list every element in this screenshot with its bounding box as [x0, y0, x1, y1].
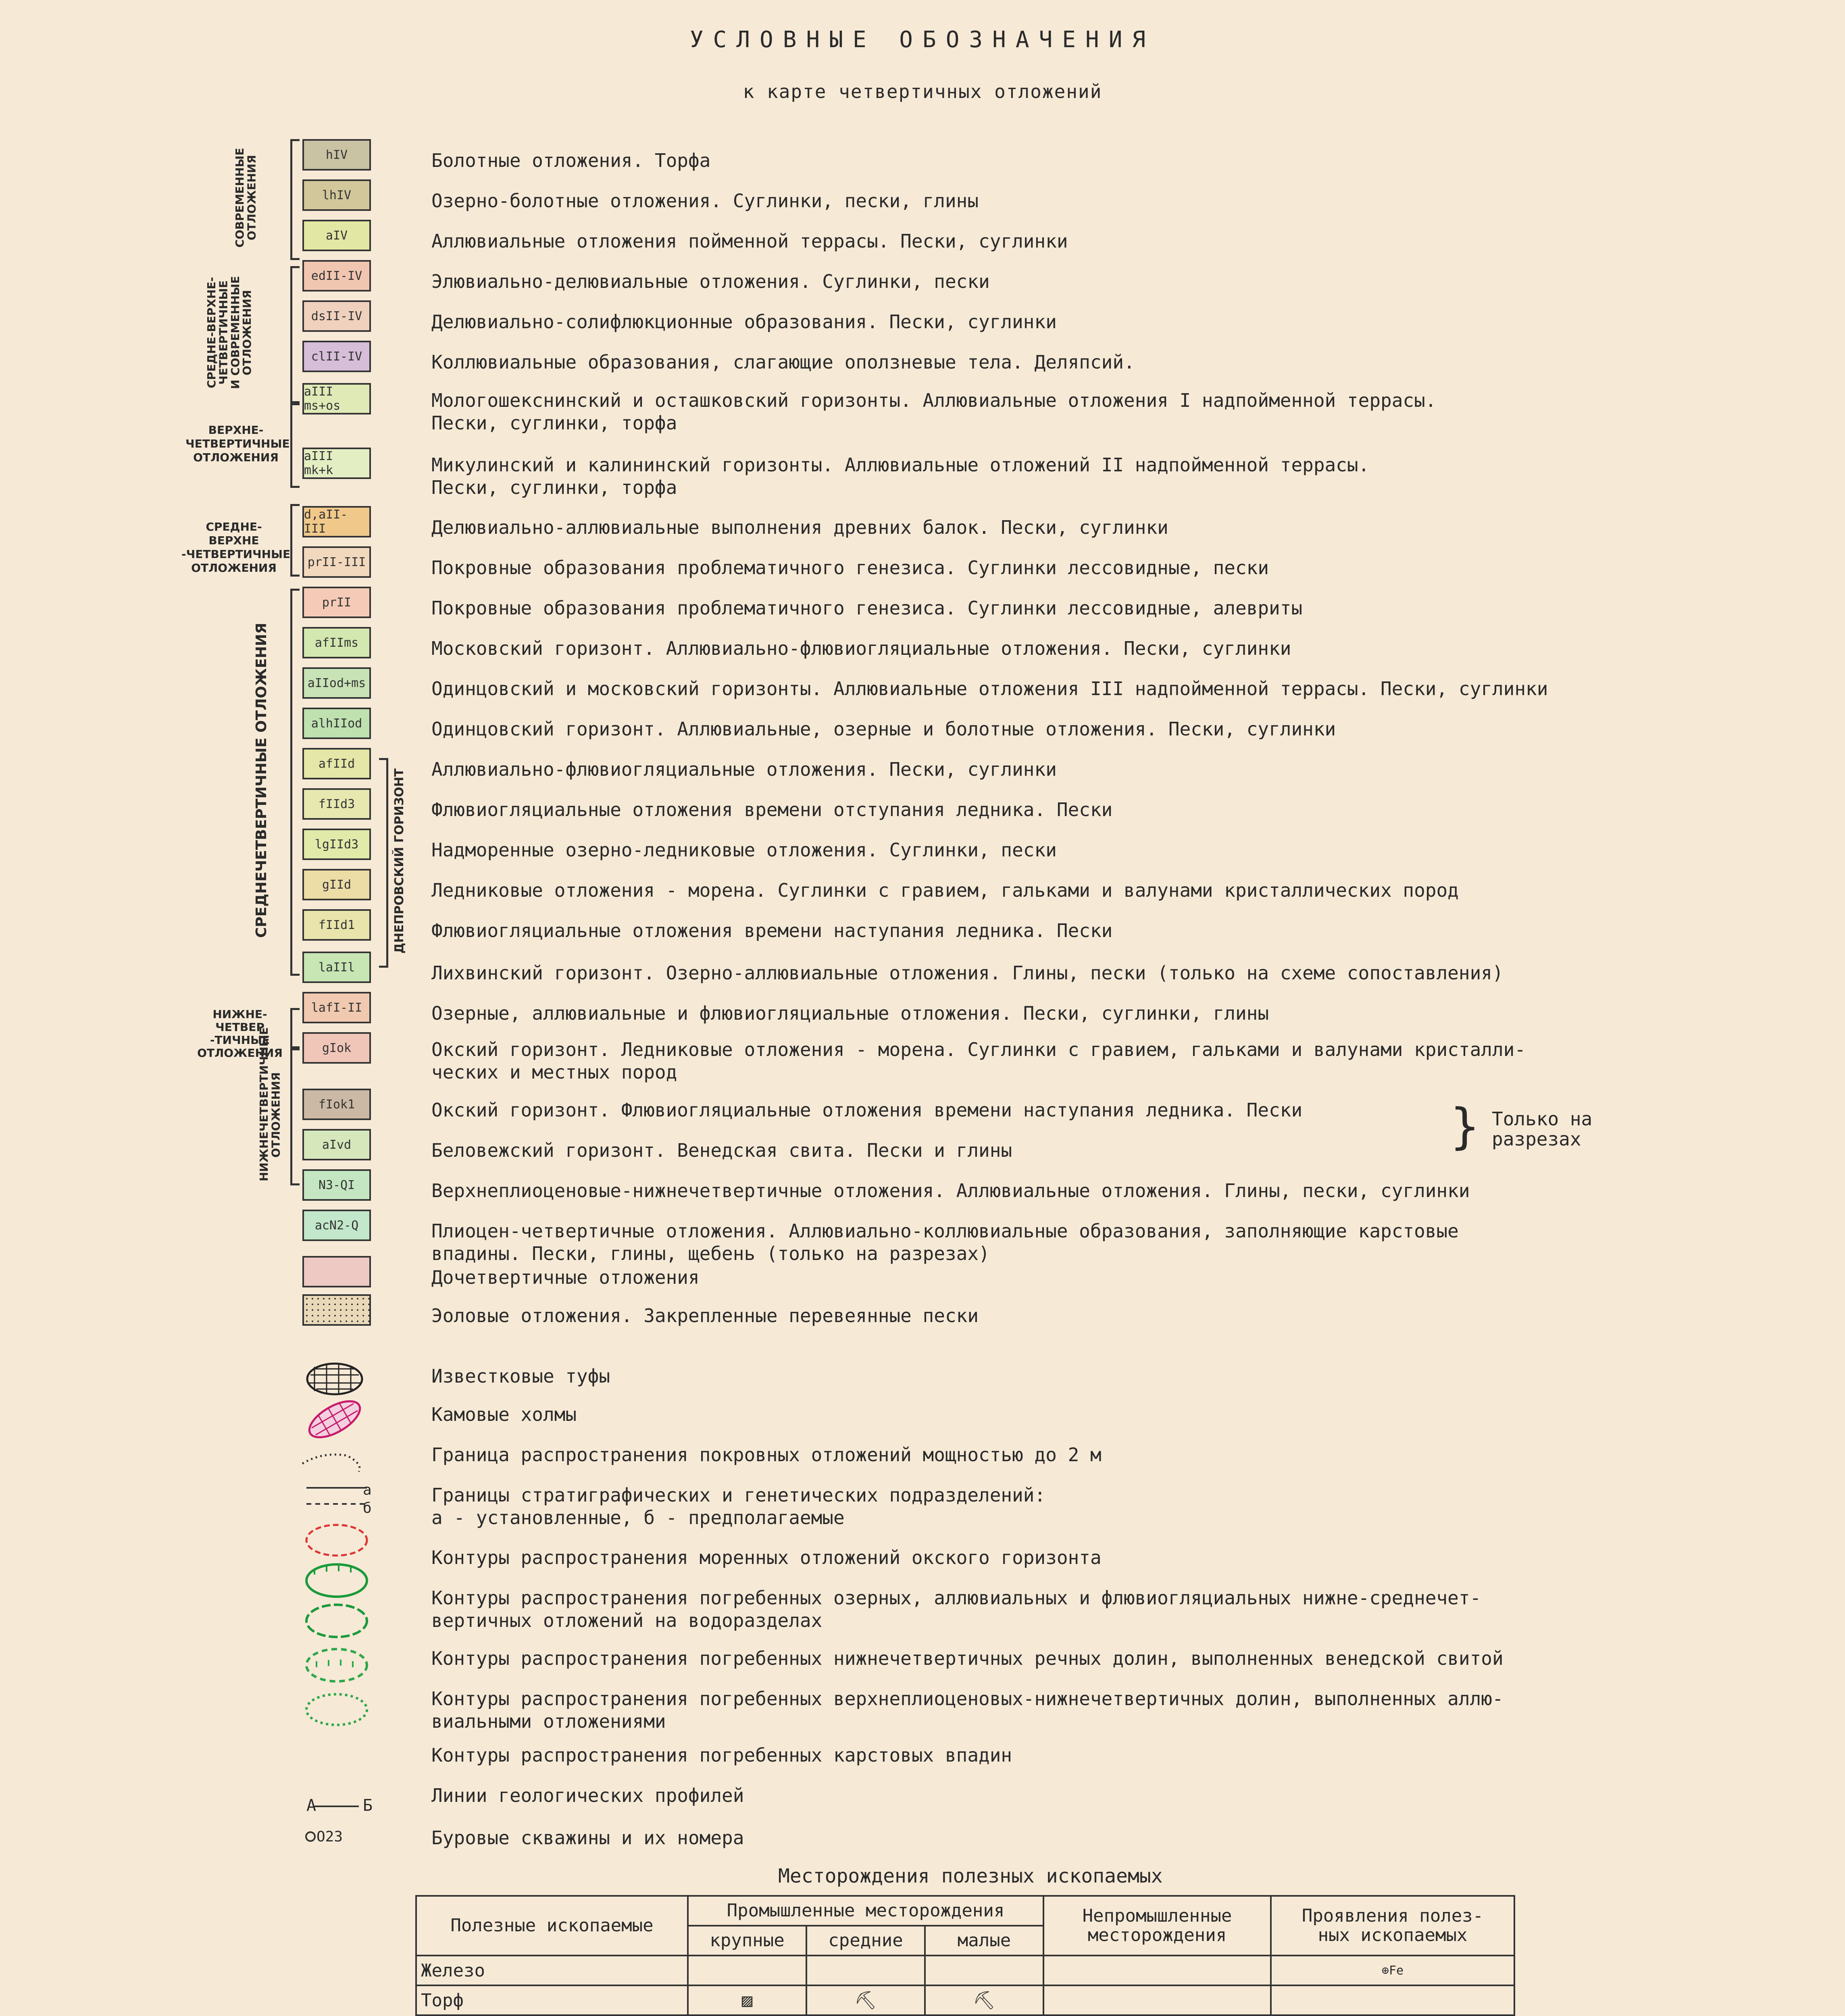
legend-swatch: afIId [302, 748, 371, 779]
header-small: малые [925, 1926, 1043, 1956]
legend-text: Делювиально-солифлюкционные образования. Пески, суглинки [431, 311, 1057, 333]
deposit-symbol: ▨ [688, 1985, 806, 2015]
table-row [416, 1985, 1514, 2015]
deposit-symbol [925, 1956, 1043, 1985]
legend-swatch: afIIms [302, 627, 371, 658]
legend-text: Мологошекснинский и осташковский горизонты. Аллювиальные отложения I надпойменной террасы. Пески, суглинки, торфа [431, 389, 1437, 434]
legend-text: Покровные образования проблематичного генезиса. Суглинки лессовидные, пески [431, 557, 1269, 579]
header-occurrences: Проявления полез- ных ископаемых [1271, 1896, 1514, 1956]
page-subtitle: к карте четвертичных отложений [743, 81, 1102, 102]
legend-swatch: aIV [302, 220, 371, 251]
group-brace [290, 1048, 300, 1185]
group-brace [290, 266, 300, 403]
legend-text: Окский горизонт. Ледниковые отложения - морена. Суглинки с гравием, гальками и валунами кристалли- ческих и местных пород [431, 1039, 1526, 1083]
legend-text: Покровные образования проблематичного генезиса. Суглинки лессовидные, алевриты [431, 597, 1303, 619]
legend-swatch: prII [302, 587, 371, 618]
header-large: крупные [688, 1926, 806, 1956]
well-symbol [306, 1832, 315, 1841]
deposit-symbol: ⛏ [806, 1985, 925, 2015]
right-brace: } [1449, 1099, 1481, 1155]
legend-swatch: d,aII-III [302, 506, 371, 537]
legend-text: Озерные, аллювиальные и флювиогляциальные отложения. Пески, суглинки, глины [431, 1002, 1269, 1024]
legend-swatch: aIII ms+os [302, 383, 371, 414]
legend-swatch: dsII-IV [302, 300, 371, 332]
legend-swatch: fIId1 [302, 909, 371, 941]
legend-text: Ледниковые отложения - морена. Суглинки с гравием, гальками и валунами кристаллических пород [431, 879, 1459, 901]
legend-swatch: fIok1 [302, 1089, 371, 1120]
deposit-symbol [806, 1956, 925, 1985]
legend-text: Одинцовский и московский горизонты. Аллювиальные отложения III надпойменной террасы. Пески, суглинки [431, 678, 1548, 700]
symbol-text-wells: Буровые скважины и их номера [431, 1827, 744, 1849]
profile-label-a: А [306, 1796, 317, 1815]
legend-swatch [302, 1294, 371, 1326]
deposits-title: Месторождения полезных ископаемых [778, 1865, 1163, 1887]
group-label: НИЖНЕ-ЧЕТВЕР -ТИЧНЫЕ ОТЛОЖЕНИЯ [197, 1008, 283, 1060]
group-brace [290, 1008, 300, 1048]
only-on-sections-note: Только на разрезах [1492, 1108, 1593, 1150]
group-label: СРЕДНЕ-ВЕРХНЕ -ЧЕТВЕРТИЧНЫЕ ОТЛОЖЕНИЯ [181, 520, 291, 575]
legend-text: Флювиогляциальные отложения времени наступания ледника. Пески [431, 920, 1113, 941]
legend-text: Беловежский горизонт. Венедская свита. Пески и глины [431, 1139, 1012, 1161]
legend-text: Московский горизонт. Аллювиально-флювиогляциальные отложения. Пески, суглинки [431, 637, 1291, 659]
symbol-text-cover-boundary: Граница распространения покровных отложений мощностью до 2 м [431, 1444, 1102, 1466]
mineral-name: Торф [416, 1985, 688, 2015]
group-label: СОВРЕМЕННЫЕ ОТЛОЖЕНИЯ [233, 148, 258, 248]
legend-text: Делювиально-аллювиальные выполнения древних балок. Пески, суглинки [431, 516, 1168, 538]
deposit-symbol [688, 1956, 806, 1985]
group-label: ВЕРХНЕ- ЧЕТВЕРТИЧНЫЕ ОТЛОЖЕНИЯ [185, 423, 290, 464]
legend-swatch: N3-QI [302, 1169, 371, 1201]
group-label: СРЕДНЕЧЕТВЕРТИЧНЫЕ ОТЛОЖЕНИЯ [253, 623, 270, 938]
header-industrial: Промышленные месторождения [688, 1896, 1043, 1926]
deposit-symbol [1271, 1985, 1514, 2015]
legend-text: Микулинский и калининский горизонты. Аллювиальные отложений II надпойменной террасы. Пески, суглинки, торфа [431, 454, 1370, 498]
legend-swatch: edII-IV [302, 260, 371, 292]
header-mineral: Полезные ископаемые [416, 1896, 688, 1956]
legend-swatch: lgIId3 [302, 829, 371, 860]
legend-swatch: fIId3 [302, 788, 371, 820]
legend-text: Одинцовский горизонт. Аллювиальные, озерные и болотные отложения. Пески, суглинки [431, 718, 1336, 740]
group-brace [379, 758, 388, 968]
symbol-text-buried-lake-contour: Контуры распространения погребенных озерных, аллювиальных и флювиогляциальных нижне-среднечет- вертичных отложений на водоразделах [431, 1587, 1481, 1631]
symbol-text-buried-valley-contour: Контуры распространения погребенных нижнечетвертичных речных долин, выполненных венедской свитой [431, 1647, 1503, 1669]
legend-swatch: laIIl [302, 952, 371, 983]
deposit-symbol [1043, 1956, 1271, 1985]
legend-text: Болотные отложения. Торфа [431, 150, 711, 171]
cover-boundary-symbol [302, 1455, 360, 1472]
symbol-text-moraine-contour: Контуры распространения моренных отложений окского горизонта [431, 1547, 1102, 1568]
legend-swatch: aIvd [302, 1129, 371, 1160]
strat-boundary-symbol [306, 1488, 367, 1504]
legend-text: Коллювиальные образования, слагающие оползневые тела. Деляпсий. [431, 351, 1135, 373]
deposits-table [415, 1895, 1515, 2016]
legend-text: Дочетвертичные отложения [431, 1266, 700, 1288]
legend-text: Плиоцен-четвертичные отложения. Аллювиально-коллювиальные образования, заполняющие карстовые впадины. Пески, глины, щебень (только на разрезах) [431, 1220, 1459, 1264]
legend-swatch: gIok [302, 1032, 371, 1064]
symbol-label-b: б [363, 1500, 372, 1516]
buried-lake-contour-symbol [306, 1564, 367, 1597]
group-label: СРЕДНЕ-ВЕРХНЕ- ЧЕТВЕРТИЧНЫЕ И СОВРЕМЕННЫЕ ОТЛОЖЕНИЯ [205, 276, 254, 389]
legend-swatch: acN2-Q [302, 1210, 371, 1241]
symbol-text-buried-pliocene-contour: Контуры распространения погребенных верхнеплиоценовых-нижнечетвертичных долин, выполненных аллю- виальными отложениями [431, 1688, 1503, 1732]
legend-text: Аллювиальные отложения пойменной террасы. Пески, суглинки [431, 230, 1068, 252]
legend-text: Элювиально-делювиальные отложения. Суглинки, пески [431, 271, 990, 292]
group-label: НИЖНЕЧЕТВЕРТИЧНЫЕ ОТЛОЖЕНИЯ [257, 1027, 283, 1181]
symbol-text-kame: Камовые холмы [431, 1404, 577, 1425]
group-label: ДНЕПРОВСКИЙ ГОРИЗОНТ [392, 768, 406, 954]
deposit-symbol: ⛏ [925, 1985, 1043, 2015]
symbol-column [298, 1343, 379, 1867]
legend-swatch: clII-IV [302, 341, 371, 372]
legend-text: Окский горизонт. Флювиогляциальные отложения времени наступания ледника. Пески [431, 1099, 1303, 1121]
legend-swatch: prII-III [302, 546, 371, 578]
legend-text: Верхнеплиоценовые-нижнечетвертичные отложения. Аллювиальные отложения. Глины, пески, суглинки [431, 1180, 1470, 1202]
tufa-symbol [307, 1364, 362, 1394]
legend-swatch: gIId [302, 869, 371, 900]
group-brace [290, 139, 300, 260]
legend-swatch: lhIV [302, 179, 371, 211]
symbol-text-profile-line: Линии геологических профилей [431, 1785, 744, 1806]
legend-text: Эоловые отложения. Закрепленные перевеянные пески [431, 1305, 979, 1327]
legend-swatch: lafI-II [302, 992, 371, 1023]
group-brace [290, 589, 300, 976]
header-medium: средние [806, 1926, 925, 1956]
legend-swatch: alhIIod [302, 708, 371, 739]
group-brace [290, 504, 300, 577]
legend-swatch: aIII mk+k [302, 448, 371, 479]
deposit-symbol [1043, 1985, 1271, 2015]
legend-swatch: hIV [302, 139, 371, 171]
header-nonindustrial: Непромышленные месторождения [1043, 1896, 1271, 1956]
symbol-label-a: а [363, 1482, 372, 1498]
deposit-symbol: ⊕Fe [1271, 1956, 1514, 1985]
symbol-text-tufa: Известковые туфы [431, 1365, 610, 1387]
legend-text: Лихвинский горизонт. Озерно-аллювиальные отложения. Глины, пески (только на схеме сопоставления) [431, 962, 1503, 984]
well-number: О23 [317, 1829, 343, 1845]
symbol-text-strat-boundary: Границы стратиграфических и генетических подразделений: а - установленные, б - предполагаемые [431, 1484, 1046, 1529]
kame-symbol [304, 1394, 365, 1444]
legend-swatch [302, 1256, 371, 1287]
legend-text: Флювиогляциальные отложения времени отступания ледника. Пески [431, 799, 1113, 821]
group-brace [290, 403, 300, 488]
buried-pliocene-contour-symbol [306, 1649, 367, 1681]
table-row [416, 1956, 1514, 1985]
page-title: УСЛОВНЫЕ ОБОЗНАЧЕНИЯ [689, 27, 1156, 53]
symbol-text-karst-contour: Контуры распространения погребенных карстовых впадин [431, 1744, 1012, 1766]
profile-label-b: Б [363, 1796, 373, 1815]
legend-text: Озерно-болотные отложения. Суглинки, пески, глины [431, 190, 979, 212]
legend-text: Аллювиально-флювиогляциальные отложения. Пески, суглинки [431, 758, 1057, 780]
moraine-contour-symbol [306, 1525, 367, 1556]
legend-text: Надморенные озерно-ледниковые отложения. Суглинки, пески [431, 839, 1057, 861]
mineral-name: Железо [416, 1956, 688, 1985]
legend-swatch: aIIod+ms [302, 667, 371, 699]
karst-contour-symbol [306, 1694, 367, 1725]
buried-valley-contour-symbol [306, 1605, 367, 1637]
